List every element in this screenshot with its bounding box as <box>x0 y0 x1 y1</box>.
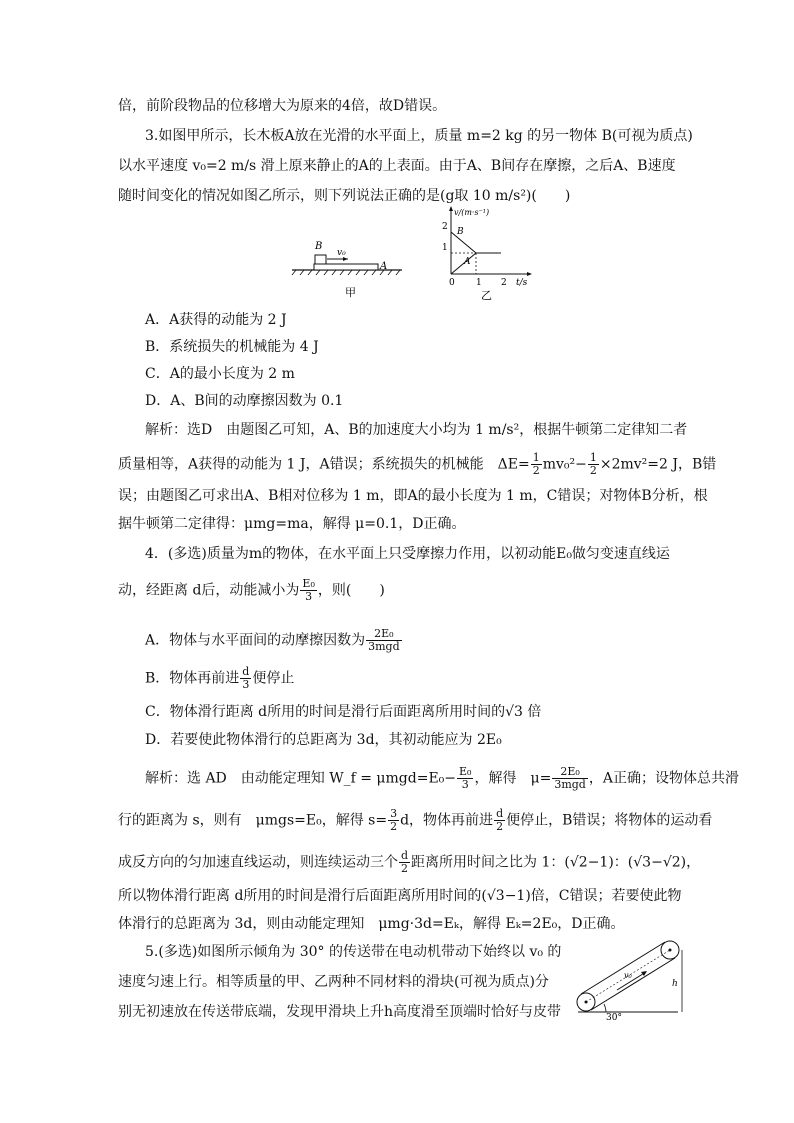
figure-jia-board-block <box>290 232 410 304</box>
fraction-one-half: $\frac{1}{2}$ <box>532 451 540 477</box>
q4-solution-line-1: 解析：选 AD 由动能定理知 W_f = μmgd=E₀− $\frac{\text{E₀}}{3}$ ，解得 μ= $\frac{\text{2E₀}}{\text{3mgd}}$ ，A正确；设物体总共滑 <box>145 765 739 791</box>
q3-stem-line-3: 随时间变化的情况如图乙所示，则下列说法正确的是(g取 10 m/s²)( ) <box>118 188 571 204</box>
fraction-e0-over-3-b: $\frac{\text{E₀}}{3}$ <box>459 765 472 791</box>
q3-stem-line-2: 以水平速度 v₀=2 m/s 滑上原来静止的A的上表面。由于A、B间存在摩擦，之后A、B速度 <box>118 158 676 174</box>
x-tick-0: 0 <box>449 278 455 288</box>
q3-option-d: D．A、B间的动摩擦因数为 0.1 <box>145 393 344 409</box>
q4-solution-line-3: 成反方向的匀加速直线运动，则连续运动三个 $\frac{d}{2}$ 距离所用时间之比为 1：(√2−1)：(√3−√2)， <box>118 849 701 875</box>
figure-yi-vt-graph <box>436 204 536 304</box>
label-angle: 30° <box>606 1013 622 1020</box>
y-tick-1: 1 <box>442 243 448 253</box>
y-axis-label: v/(m·s⁻¹) <box>454 208 490 217</box>
q4-option-d: D．若要使此物体滑行的总距离为 3d，其初动能应为 2E₀ <box>145 732 502 748</box>
fraction-2e0-over-3mgd: $\frac{\text{2E₀}}{\text{3mgd}}$ <box>368 627 400 653</box>
x-tick-2: 2 <box>501 278 507 288</box>
q4-stem-line-2: 动，经距离 d后，动能减小为 $\frac{\text{E₀}}{3}$ ，则( ) <box>118 577 385 603</box>
q3-stem-line-1: 3.如图甲所示，长木板A放在光滑的水平面上，质量 m=2 kg 的另一物体 B(可视为质点) <box>145 128 693 144</box>
q3-option-a: A．A获得的动能为 2 J <box>145 312 287 328</box>
y-tick-2: 2 <box>442 222 448 232</box>
q3-solution-line-4: 据牛顿第二定律得：μmg=ma，解得 μ=0.1，D正确。 <box>118 516 466 532</box>
fraction-e0-over-3: $\frac{\text{E₀}}{3}$ <box>302 577 315 603</box>
figure-jia-caption: 甲 <box>345 286 356 299</box>
text-line-previous-conclusion: 倍，前阶段物品的位移增大为原来的4倍，故D错误。 <box>118 98 447 114</box>
q4-solution-line-5: 体滑行的总距离为 3d，则由动能定理知 μmg·3d=Eₖ，解得 Eₖ=2E₀，D正确。 <box>118 916 625 932</box>
q4-option-a: A．物体与水平面间的动摩擦因数为 $\frac{\text{2E₀}}{\text{3mgd}}$ <box>145 627 400 653</box>
q3-option-c: C．A的最小长度为 2 m <box>145 366 295 382</box>
q4-stem-line-1: 4．(多选)质量为m的物体，在水平面上只受摩擦力作用，以初动能E₀做匀变速直线运 <box>145 546 670 562</box>
q3-option-b: B．系统损失的机械能为 4 J <box>145 339 319 355</box>
figure-jia-label-v0: v₀ <box>337 248 346 258</box>
figure-jia-label-a: A <box>380 261 388 272</box>
q4-option-c: C．物体滑行距离 d所用的时间是滑行后面距离所用时间的√3 倍 <box>145 704 542 720</box>
fraction-d-over-3: $\frac{d}{3}$ <box>242 665 250 691</box>
figure-yi-caption: 乙 <box>481 289 492 302</box>
fraction-one-half-2: $\frac{1}{2}$ <box>589 451 597 477</box>
q3-solution-line-3: 误；由题图乙可求出A、B相对位移为 1 m，即A的最小长度为 1 m，C错误；对物体B分析，根 <box>118 488 708 504</box>
q4-solution-line-2: 行的距离为 s，则有 μmgs=E₀，解得 s= $\frac{3}{2}$ d，物体再前进 $\frac{d}{2}$ 便停止，B错误；将物体的运动看 <box>118 807 713 833</box>
fraction-d-over-2-b: $\frac{d}{2}$ <box>401 849 409 875</box>
fraction-3-over-2: $\frac{3}{2}$ <box>390 807 398 833</box>
series-label-b: B <box>457 227 464 237</box>
fraction-mu-result: $\frac{\text{2E₀}}{\text{3mgd}}$ <box>554 765 586 791</box>
figure-jia-label-b: B <box>315 241 323 252</box>
figure-conveyor-belt <box>572 936 688 1020</box>
q4-option-b: B．物体再前进 $\frac{d}{3}$ 便停止 <box>145 665 295 691</box>
q5-stem-line-3: 别无初速放在传送带底端，发现甲滑块上升h高度滑至顶端时恰好与皮带 <box>118 1004 562 1020</box>
q4-solution-line-4: 所以物体滑行距离 d所用的时间是滑行后面距离所用时间的(√3−1)倍，C错误；若要使此物 <box>118 888 682 904</box>
series-label-a: A <box>464 257 471 267</box>
label-h: h <box>672 979 678 989</box>
q5-stem-line-2: 速度匀速上行。相等质量的甲、乙两种不同材料的滑块(可视为质点)分 <box>118 974 549 990</box>
x-axis-label: t/s <box>516 278 528 288</box>
fraction-d-over-2: $\frac{d}{2}$ <box>496 807 504 833</box>
q5-stem-line-1: 5.(多选)如图所示倾角为 30° 的传送带在电动机带动下始终以 v₀ 的 <box>145 944 562 960</box>
x-tick-1: 1 <box>476 278 482 288</box>
q3-solution-line-2: 质量相等，A获得的动能为 1 J，A错误；系统损失的机械能 ΔE= $\frac{1}{2}$ mv₀²− $\frac{1}{2}$ ×2mv²=2 J，B错 <box>118 451 717 477</box>
q3-solution-line-1: 解析：选D 由题图乙可知，A、B的加速度大小均为 1 m/s²，根据牛顿第二定律知二者 <box>145 422 688 438</box>
label-v0: v₀ <box>624 971 632 980</box>
